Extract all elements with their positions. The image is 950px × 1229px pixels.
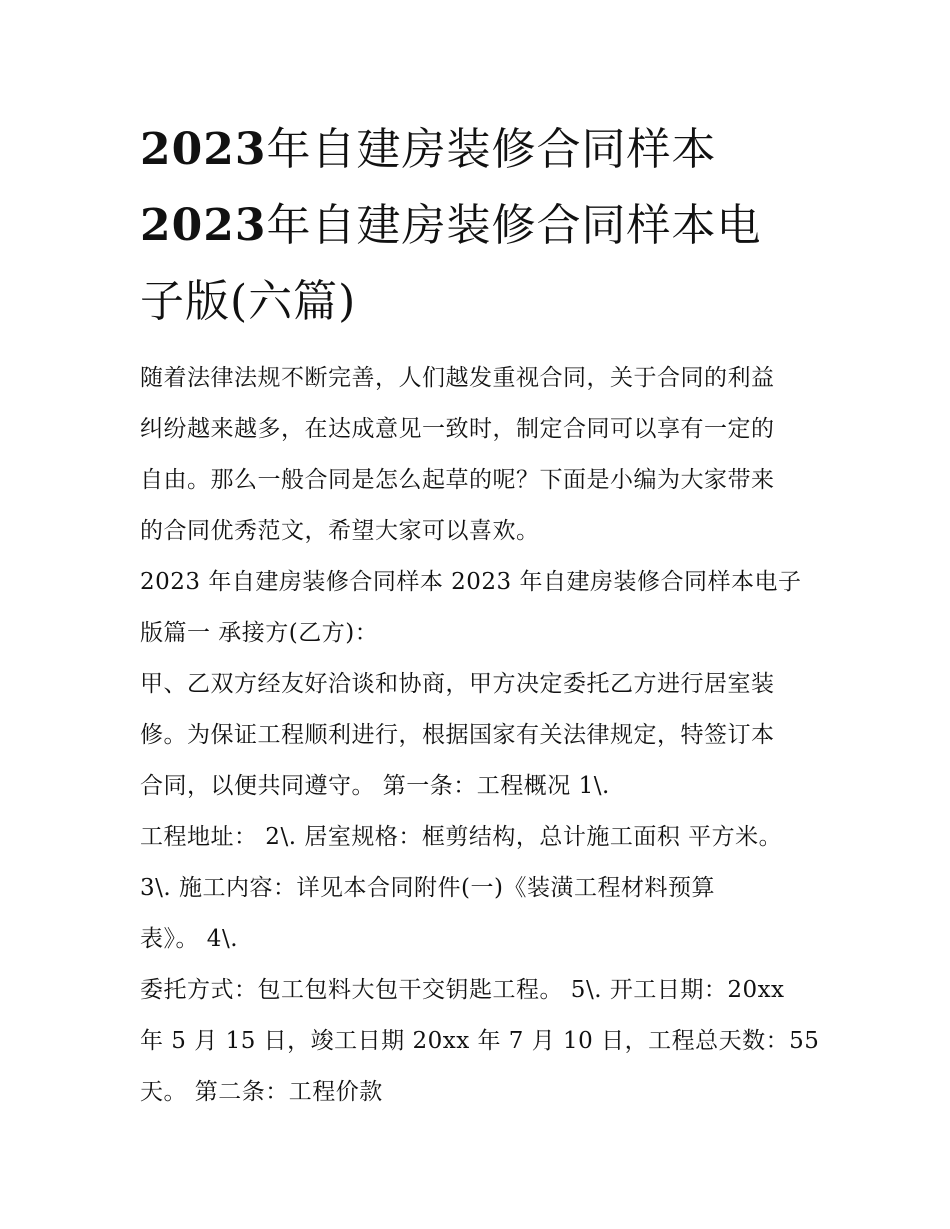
title-line	[140, 188, 840, 264]
section-heading-paragraph	[140, 557, 820, 659]
text-line: 3\. 施工内容：详见本合同附件(一)《装潢工程材料预算	[140, 875, 715, 901]
text-line: 合同，以便共同遵守。 第一条：工程概况 1\.	[140, 773, 610, 799]
project-address-paragraph	[140, 812, 820, 863]
text-line: 年 5 月 15 日，竣工日期 20xx 年 7 月 10 日，工程总天数：55	[140, 1028, 820, 1054]
document-body	[140, 353, 820, 1118]
construction-content-paragraph	[140, 863, 820, 965]
text-line: 工程地址： 2\. 居室规格：框剪结构，总计施工面积 平方米。	[140, 824, 783, 850]
title-line	[140, 264, 840, 340]
text-line: 表》。 4\.	[140, 926, 239, 952]
text-line: 天。 第二条：工程价款	[140, 1079, 383, 1105]
title-line	[140, 112, 840, 188]
text-line: 随着法律法规不断完善，人们越发重视合同，关于合同的利益	[140, 365, 775, 391]
intro-paragraph	[140, 353, 820, 557]
title-text: 年自建房装修合同样本电	[266, 200, 762, 251]
text-line: 版篇一 承接方(乙方)：	[140, 620, 379, 646]
text-line: 纠纷越来越多，在达成意见一致时，制定合同可以享有一定的	[140, 416, 775, 442]
commission-schedule-paragraph	[140, 965, 820, 1118]
text-line: 自由。那么一般合同是怎么起草的呢？下面是小编为大家带来	[140, 467, 775, 493]
title-year: 2023	[140, 200, 267, 251]
text-line: 的合同优秀范文，希望大家可以喜欢。	[140, 518, 540, 544]
agreement-paragraph	[140, 659, 820, 812]
text-line: 甲、乙双方经友好洽谈和协商，甲方决定委托乙方进行居室装	[140, 671, 775, 697]
title-text: 年自建房装修合同样本	[266, 124, 717, 175]
text-line: 修。为保证工程顺利进行，根据国家有关法律规定，特签订本	[140, 722, 775, 748]
text-line: 2023 年自建房装修合同样本 2023 年自建房装修合同样本电子	[140, 569, 802, 595]
text-line: 委托方式：包工包料大包干交钥匙工程。 5\. 开工日期：20xx	[140, 977, 785, 1003]
title-year: 2023	[140, 124, 267, 175]
document-title	[140, 112, 840, 340]
title-text: 子版(六篇)	[140, 276, 357, 327]
